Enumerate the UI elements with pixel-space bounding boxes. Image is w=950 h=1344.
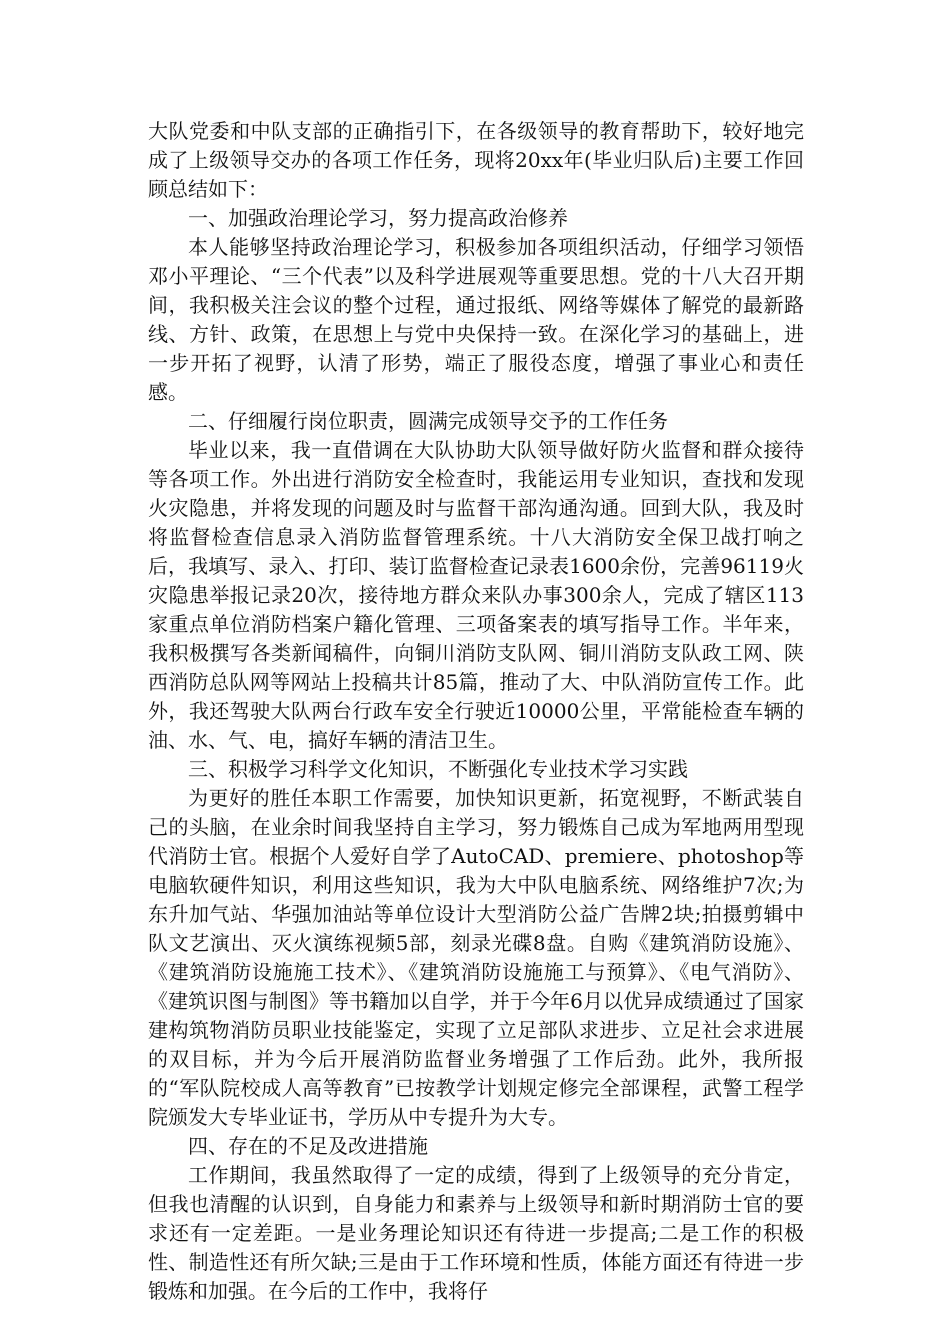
section-body-4: 工作期间，我虽然取得了一定的成绩，得到了上级领导的充分肯定，但我也清醒的认识到，自身能力和素养与上级领导和新时期消防士官的要求还有一定差距。一是业务理论知识还有待进一步提高;二是工作的积极性、制造性还有所欠缺;三是由于工作环境和性质，体能方面还有待进一步锻炼和加强。在今后的工作中，我将仔 [148, 1163, 804, 1303]
section-heading-1: 一、加强政治理论学习，努力提高政治修养 [188, 206, 568, 230]
section-body-3: 为更好的胜任本职工作需要，加快知识更新，拓宽视野，不断武装自己的头脑，在业余时间我坚持自主学习，努力锻炼自己成为军地两用型现代消防士官。根据个人爱好自学了AutoCAD、premiere、photoshop等电脑软硬件知识，利用这些知识，我为大中队电脑系统、网络维护7次;为东升加气站、华强加油站等单位设计大型消防公益广告牌2块;拍摄剪辑中队文艺演出、灭火演练视频5部，刻录光碟8盘。自购《建筑消防设施》、《建筑消防设施施工技术》、《建筑消防设施施工与预算》、《电气消防》、《建筑识图与制图》等书籍加以自学，并于今年6月以优异成绩通过了国家建构筑物消防员职业技能鉴定，实现了立足部队求进步、立足社会求进展的双目标，并为今后开展消防监督业务增强了工作后劲。此外，我所报的“军队院校成人高等教育”已按教学计划规定修完全部课程，武警工程学院颁发大专毕业证书，学历从中专提升为大专。 [148, 786, 804, 1129]
section-heading-3: 三、积极学习科学文化知识，不断强化专业技术学习实践 [188, 757, 688, 781]
section-heading-2: 二、仔细履行岗位职责，圆满完成领导交予的工作任务 [188, 409, 668, 433]
section-body-2: 毕业以来，我一直借调在大队协助大队领导做好防火监督和群众接待等各项工作。外出进行消防安全检查时，我能运用专业知识，查找和发现火灾隐患，并将发现的问题及时与监督干部沟通沟通。回到大队，我及时将监督检查信息录入消防监督管理系统。十八大消防安全保卫战打响之后，我填写、录入、打印、装订监督检查记录表1600余份，完善96119火灾隐患举报记录20次，接待地方群众来队办事300余人，完成了辖区113家重点单位消防档案户籍化管理、三项备案表的填写指导工作。半年来，我积极撰写各类新闻稿件，向铜川消防支队网、铜川消防支队政工网、陕西消防总队网等网站上投稿共计85篇，推动了大、中队消防宣传工作。此外，我还驾驶大队两台行政车安全行驶近10000公里，平常能检查车辆的油、水、气、电，搞好车辆的清洁卫生。 [148, 438, 804, 752]
document-page [148, 117, 804, 1306]
section-heading-4: 四、存在的不足及改进措施 [188, 1134, 428, 1158]
intro-paragraph: 大队党委和中队支部的正确指引下，在各级领导的教育帮助下，较好地完成了上级领导交办的各项工作任务，现将20xx年(毕业归队后)主要工作回顾总结如下： [148, 119, 804, 201]
section-body-1: 本人能够坚持政治理论学习，积极参加各项组织活动，仔细学习领悟邓小平理论、“三个代表”以及科学进展观等重要思想。党的十八大召开期间，我积极关注会议的整个过程，通过报纸、网络等媒体了解党的最新路线、方针、政策，在思想上与党中央保持一致。在深化学习的基础上，进一步开拓了视野，认清了形势，端正了服役态度，增强了事业心和责任感。 [148, 235, 804, 404]
